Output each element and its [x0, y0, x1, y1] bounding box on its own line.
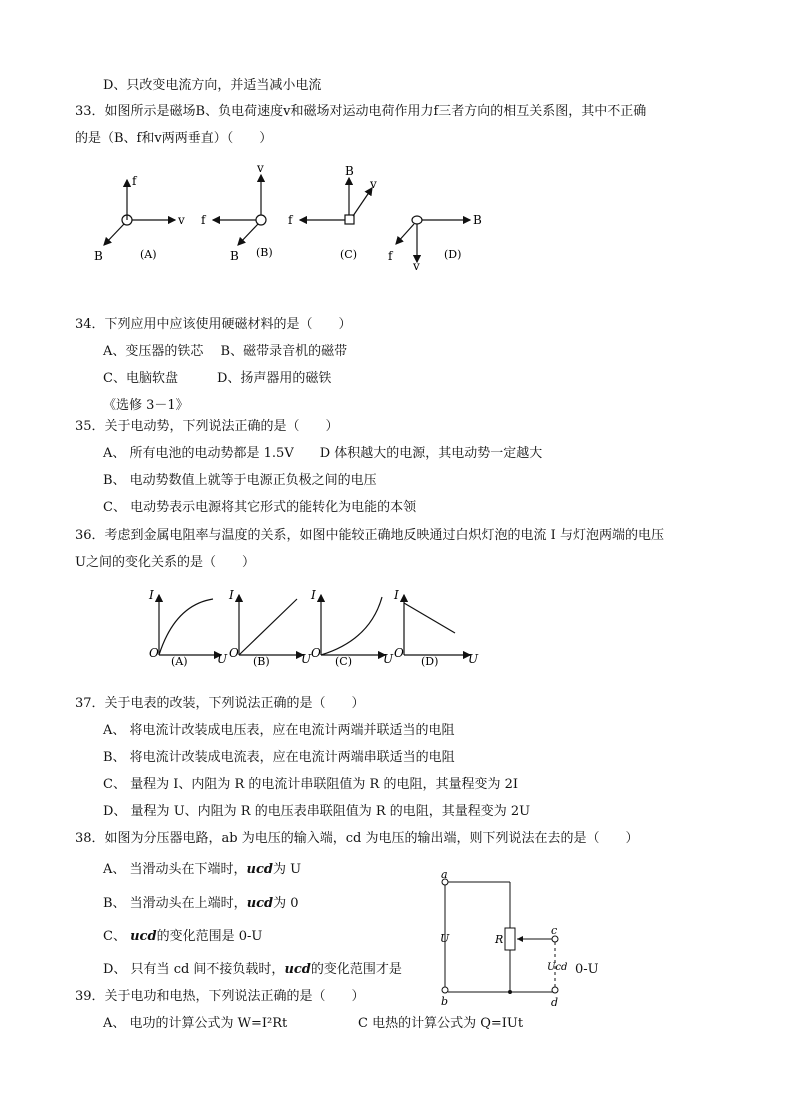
terminal-a: a [441, 870, 448, 881]
q36-d-axis-u: U [468, 652, 479, 666]
q36-curve-d [404, 603, 455, 633]
terminal-b: b [441, 995, 449, 1008]
q33-a-label-b: B [94, 249, 103, 263]
q36-stem-line2: U之间的变化关系的是（ ） [75, 555, 255, 570]
q38-option-a: A、 当滑动头在下端时，ucd为 U [103, 862, 302, 877]
q36-a-axis-u: U [217, 652, 228, 666]
q36-caption-c: (C) [335, 655, 352, 668]
q34-stem: 34．下列应用中应该使用硬磁材料的是（ ） [75, 317, 352, 332]
terminal-d: d [551, 996, 559, 1009]
q33-b-label-f: f [201, 213, 206, 227]
q37-option-b: B、 将电流计改装成电流表，应在电流计两端串联适当的电阻 [103, 750, 455, 765]
q36-d-origin: O [394, 646, 404, 660]
q33-d-label-f: f [388, 249, 393, 263]
q33-figure-b [213, 175, 266, 245]
q38-stem: 38．如图为分压器电路，ab 为电压的输入端，cd 为电压的输出端，则下列说法在去的是（ ） [75, 831, 639, 846]
q36-d-axis-i: I [394, 588, 399, 602]
q35-option-a: A、 所有电池的电动势都是 1.5V D 体积越大的电源，其电动势一定越大 [103, 446, 543, 461]
ucd-symbol: ucd [246, 862, 273, 877]
q34-options-ab: A、变压器的铁芯 B、磁带录音机的磁带 [103, 344, 348, 359]
q37-option-d: D、 量程为 U、内阻为 R 的电压表串联阻值为 R 的电阻，其量程变为 2U [103, 804, 531, 819]
q35-option-b: B、 电动势数值上就等于电源正负极之间的电压 [103, 473, 377, 488]
q36-stem-line1: 36．考虑到金属电阻率与温度的关系，如图中能较正确地反映通过白炽灯泡的电流 I 与灯泡两端的电压 [75, 528, 664, 543]
q37-stem: 37．关于电表的改装，下列说法正确的是（ ） [75, 696, 365, 711]
q33-figure-a [104, 180, 175, 245]
q33-a-caption: (A) [140, 248, 157, 261]
ucd-symbol: ucd [284, 962, 311, 977]
terminal-c: c [551, 924, 558, 937]
resistor-r-label: R [495, 933, 504, 946]
ucd-symbol: ucd [130, 929, 157, 944]
q33-c-label-f: f [288, 213, 293, 227]
q36-b-origin: O [229, 646, 239, 660]
q37-option-c: C、 量程为 I、内阻为 R 的电流计串联阻值为 R 的电阻，其量程变为 2I [103, 777, 518, 792]
voltage-ucd-label: Ucd [547, 962, 568, 973]
q36-curve-c [321, 597, 382, 655]
q33-d-label-b: B [473, 213, 482, 227]
q38-option-b: B、 当滑动头在上端时，ucd为 0 [103, 896, 299, 911]
q33-stem-line1: 33．如图所示是磁场B、负电荷速度v和磁场对运动电荷作用力f三者方向的相互关系图，其中不正确 [75, 104, 647, 119]
q38-option-d-tail: 0-U [575, 962, 599, 977]
q33-c-label-b: B [345, 164, 354, 178]
ucd-symbol: ucd [246, 896, 274, 911]
q33-d-label-v: v [413, 259, 420, 270]
q39-option-c: C 电热的计算公式为 Q=IUt [358, 1016, 524, 1031]
q36-caption-b: (B) [253, 655, 270, 668]
q36-a-origin: O [149, 646, 159, 660]
q37-option-a: A、 将电流计改装成电压表，应在电流计两端并联适当的电阻 [103, 723, 455, 738]
q39-stem: 39．关于电功和电热，下列说法正确的是（ ） [75, 989, 365, 1004]
q38-option-c: C、 ucd的变化范围是 0-U [103, 929, 263, 944]
q33-d-caption: (D) [444, 248, 462, 261]
q35-stem: 35．关于电动势，下列说法正确的是（ ） [75, 419, 339, 434]
q33-c-caption: (C) [340, 248, 357, 261]
q33-a-label-f: f [132, 174, 137, 188]
q33-figures [80, 160, 500, 270]
q36-curve-b [239, 599, 297, 655]
q36-c-axis-u: U [383, 652, 394, 666]
section-heading: 《选修 3－1》 [103, 398, 189, 413]
q32-option-d: D、只改变电流方向，并适当减小电流 [103, 78, 322, 93]
q34-options-cd: C、电脑软盘 D、扬声器用的磁铁 [103, 371, 332, 386]
q33-b-label-b: B [230, 249, 239, 263]
q38-option-d: D、 只有当 cd 间不接负载时，ucd的变化范围才是 [103, 962, 402, 977]
q36-caption-d: (D) [421, 655, 439, 668]
q36-curve-a [159, 599, 213, 655]
q33-c-label-v: v [370, 177, 377, 191]
q33-b-label-v: v [257, 161, 264, 175]
q36-c-origin: O [311, 646, 321, 660]
q36-graphs [145, 585, 485, 670]
voltage-u-label: U [440, 932, 450, 945]
q36-b-axis-i: I [229, 588, 234, 602]
q36-b-axis-u: U [301, 652, 312, 666]
q33-b-caption: (B) [256, 246, 273, 259]
q36-a-axis-i: I [149, 588, 154, 602]
q36-caption-a: (A) [171, 655, 188, 668]
q38-circuit [425, 870, 575, 1010]
q33-a-label-v: v [178, 213, 185, 227]
q33-stem-line2: 的是（B、f和v两两垂直）（ ） [75, 131, 273, 146]
q36-c-axis-i: I [311, 588, 316, 602]
q35-option-c: C、 电动势表示电源将其它形式的能转化为电能的本领 [103, 500, 417, 515]
q39-option-a: A、 电功的计算公式为 W=I²Rt [103, 1016, 288, 1031]
q33-figure-c [300, 178, 372, 224]
